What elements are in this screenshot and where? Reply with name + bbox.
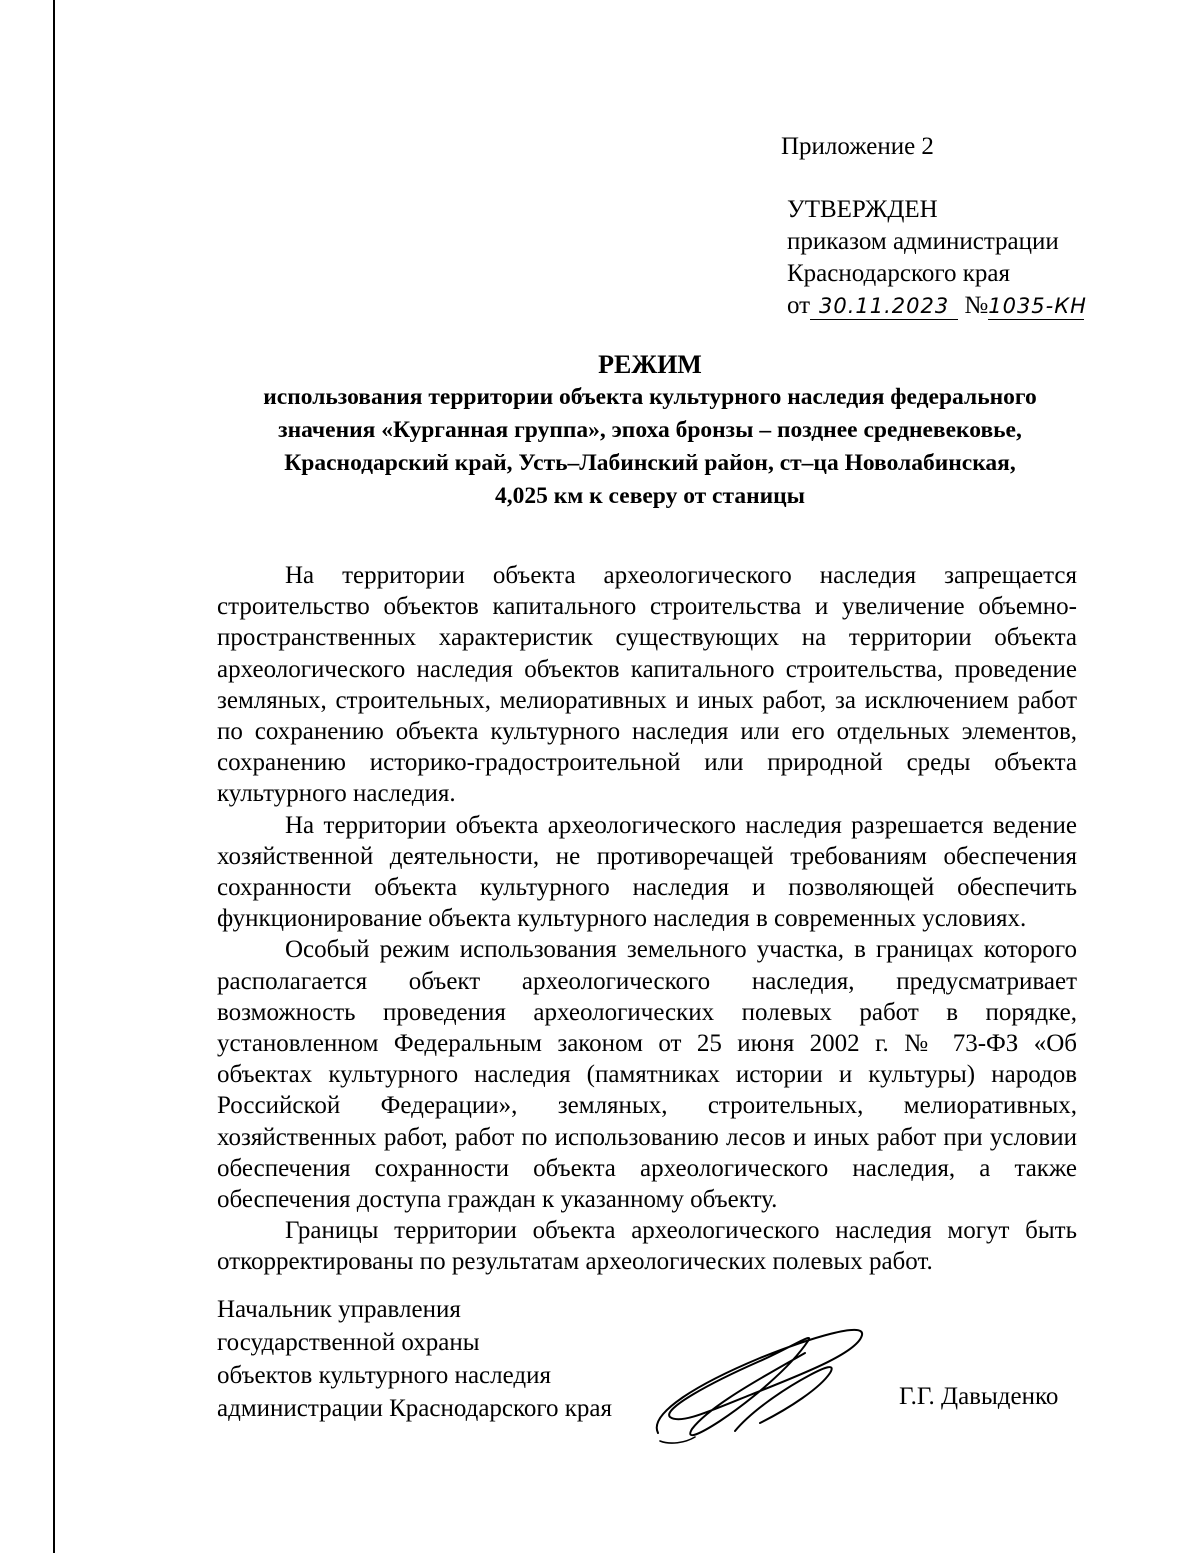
approved-by-line-2: Краснодарского края (787, 260, 1010, 287)
order-date: 30.11.2023 (810, 293, 958, 320)
paragraph-permitted-activity: На территории объекта археологического наследия разрешается ведение хозяйственной деятельности, не противоречащей требованиям обеспечения сохранности объекта культурного наследия и позволяющей обеспечить функционирование объекта культурного наследия в современных условиях. (217, 811, 1077, 933)
order-number-label: № (964, 292, 989, 319)
approval-block (787, 194, 1087, 322)
document-title: РЕЖИМ (598, 350, 702, 379)
document-subtitle (200, 381, 1100, 513)
handwritten-signature (640, 1313, 880, 1453)
order-line (787, 290, 1087, 322)
appendix-label: Приложение 2 (781, 133, 934, 160)
document-body (217, 560, 1077, 1278)
subtitle-line: Краснодарский край, Усть–Лабинский район, ст–ца Новолабинская, (284, 450, 1016, 476)
subtitle-line: значения «Курганная группа», эпоха бронзы – позднее средневековье, (278, 417, 1022, 443)
signer-name: Г.Г. Давыденко (899, 1383, 1059, 1410)
signer-position-line: государственной охраны (217, 1329, 480, 1356)
paragraph-special-regime: Особый режим использования земельного участка, в границах которого располагается объект археологического наследия, предусматривает возможность проведения археологических полевых работ в порядке, установленном Федеральным законом от 25 июня 2002 г. № 73-ФЗ «Об объектах культурного наследия (памятниках истории и культуры) народов Российской Федерации», земляных, строительных, мелиоративных, хозяйственных работ, работ по использованию лесов и иных работ при условии обеспечения сохранности объекта археологического наследия, а также обеспечения доступа граждан к указанному объекту. (217, 936, 1077, 1214)
approved-heading: УТВЕРЖДЕН (787, 196, 938, 223)
paragraph-boundaries: Границы территории объекта археологического наследия могут быть откорректированы по результатам археологических полевых работ. (217, 1217, 1077, 1276)
signer-position-line: Начальник управления (217, 1296, 461, 1323)
paragraph-prohibitions: На территории объекта археологического наследия запрещается строительство объектов капитального строительства и увеличение объемно-пространственных характеристик существующих на территории объекта археологического наследия объектов капитального строительства, проведение земляных, строительных, мелиоративных и иных работ, за исключением работ по сохранению объекта культурного наследия или его отдельных элементов, сохранению историко-градостроительной или природной среды объекта культурного наследия. (217, 562, 1077, 808)
subtitle-line: использования территории объекта культурного наследия федерального (263, 384, 1037, 410)
signer-position-line: администрации Краснодарского края (217, 1395, 613, 1422)
margin-line (53, 0, 55, 1553)
subtitle-line: 4,025 км к северу от станицы (494, 483, 806, 509)
order-number: 1035-КН (988, 294, 1087, 318)
signer-position (217, 1293, 612, 1425)
signer-position-line: объектов культурного наследия (217, 1362, 551, 1389)
approved-by-line-1: приказом администрации (787, 228, 1059, 255)
order-from-label: от (787, 292, 811, 319)
